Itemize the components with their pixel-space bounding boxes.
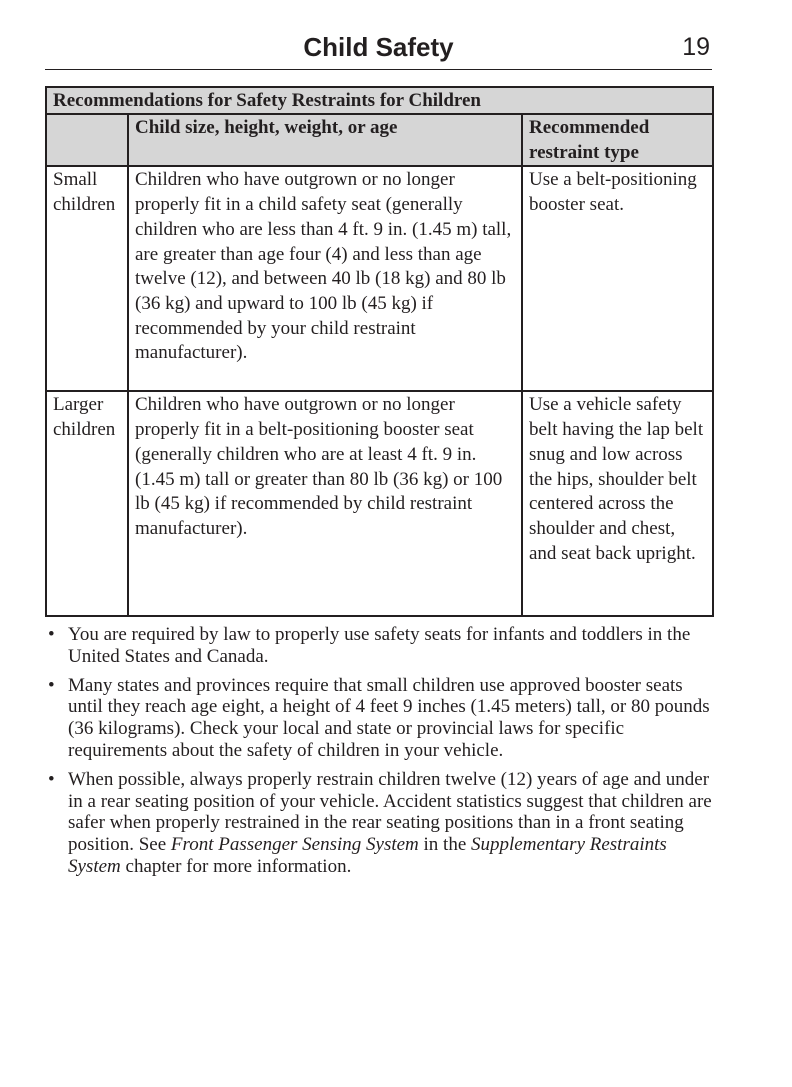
header-criteria: Child size, height, weight, or age: [128, 114, 522, 166]
table-row: [46, 166, 713, 391]
criteria-cell: Children who have outgrown or no longer properly fit in a belt-positioning booster seat (generally children who are at least 4 ft. 9 in. (1.45 m) tall or greater than 80 lb (36 kg) or 100 lb (45 kg) if recommended by child restraint manufacturer).: [128, 391, 522, 616]
bullet-icon: •: [48, 674, 55, 696]
size-cell: [46, 391, 128, 616]
note-text-part: When possible, always properly restrain children twelve (12) years of age and under in a rear seating position of your vehicle. Accident statistics suggest that children are safer when properly restrained in the rear seating positions than in a front seating position. See: [68, 768, 712, 856]
size-larger: Larger children: [53, 394, 116, 441]
reference-supplementary-restraints: Supplementary Restraints System: [68, 834, 667, 877]
list-item: [45, 624, 715, 668]
list-item: [45, 769, 715, 878]
reference-front-passenger-sensing: Front Passenger Sensing System: [170, 834, 419, 856]
header-divider: [45, 69, 712, 70]
note-text-part: chapter for more information.: [120, 855, 352, 877]
size-cell: [46, 166, 128, 391]
page-header: [45, 30, 712, 68]
table-caption: Recommendations for Safety Restraints for Children: [46, 87, 713, 114]
table-caption-row: [46, 87, 713, 114]
restraint-cell: Use a vehicle safety belt having the lap belt snug and low across the hips, shoulder belt centered across the shoulder and chest, and seat back upright.: [522, 391, 713, 616]
header-restraint: Recommended restraint type: [522, 114, 713, 166]
table-row: [46, 391, 713, 616]
note-text-part: in the: [418, 834, 472, 856]
note-text: Many states and provinces require that small children use approved booster seats until they reach age eight, a height of 4 feet 9 inches (1.45 meters) tall, or 80 pounds (36 kilograms). Check your local and state or provincial laws for specific requirements about the safety of children in your vehicle.: [68, 674, 710, 761]
list-item: [45, 675, 715, 762]
page-title: Child Safety: [303, 32, 454, 62]
page-number: 19: [682, 33, 710, 61]
bullet-icon: •: [48, 768, 55, 790]
notes-list: [45, 624, 715, 885]
size-small: Small children: [53, 169, 116, 216]
restraints-table: [45, 86, 714, 617]
criteria-cell: Children who have outgrown or no longer properly fit in a child safety seat (generally children who are less than 4 ft. 9 in. (1.45 m) tall, are greater than age four (4) and less than age twelve (12), and between 40 lb (18 kg) and 80 lb (36 kg) and upward to 100 lb (45 kg) if recommended by your child restraint manufacturer).: [128, 166, 522, 391]
note-text: You are required by law to properly use safety seats for infants and toddlers in the United States and Canada.: [68, 624, 691, 667]
restraint-cell: Use a belt-positioning booster seat.: [522, 166, 713, 391]
header-size: [46, 114, 128, 166]
table-header-row: [46, 114, 713, 166]
bullet-icon: •: [48, 624, 55, 645]
